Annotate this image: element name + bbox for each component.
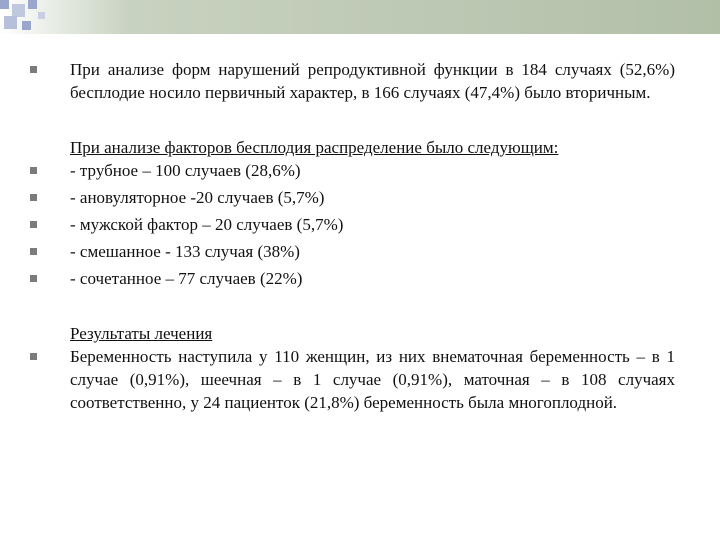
bullet-square-icon <box>30 194 37 201</box>
paragraph-text: При анализе форм нарушений репродуктивной функции в 184 случаях (52,6%) бесплодие носило первичный характер, в 166 случаях (47,4%) было вторичным. <box>70 60 675 102</box>
results-text: Беременность наступила у 110 женщин, из них внематочная беременность – в 1 случае (0,91%), шеечная – в 1 случае (0,91%), маточная – в 108 случаях соответственно, у 24 пациенток (21,8%) беременность была многоплодной. <box>70 347 675 412</box>
bullet-square-icon <box>30 167 37 174</box>
slide-content <box>30 58 675 414</box>
bullet-square-icon <box>30 221 37 228</box>
factor-text: - смешанное - 133 случая (38%) <box>70 242 300 261</box>
bullet-square-icon <box>30 275 37 282</box>
paragraph-infertility-forms <box>30 58 675 104</box>
factor-text: - мужской фактор – 20 случаев (5,7%) <box>70 215 344 234</box>
factor-text: - сочетанное – 77 случаев (22%) <box>70 269 303 288</box>
results-paragraph <box>30 345 675 414</box>
factor-text: - трубное – 100 случаев (28,6%) <box>70 161 301 180</box>
factor-text: - ановуляторное -20 случаев (5,7%) <box>70 188 325 207</box>
bullet-square-icon <box>30 353 37 360</box>
list-item <box>30 159 675 182</box>
results-heading: Результаты лечения <box>70 324 213 343</box>
bullet-square-icon <box>30 248 37 255</box>
header-band <box>0 0 720 34</box>
list-item <box>30 240 675 263</box>
list-item <box>30 186 675 209</box>
corner-decoration <box>0 0 60 40</box>
factors-heading: При анализе факторов бесплодия распределение было следующим: <box>70 138 559 157</box>
bullet-square-icon <box>30 66 37 73</box>
list-item <box>30 213 675 236</box>
list-item <box>30 267 675 290</box>
